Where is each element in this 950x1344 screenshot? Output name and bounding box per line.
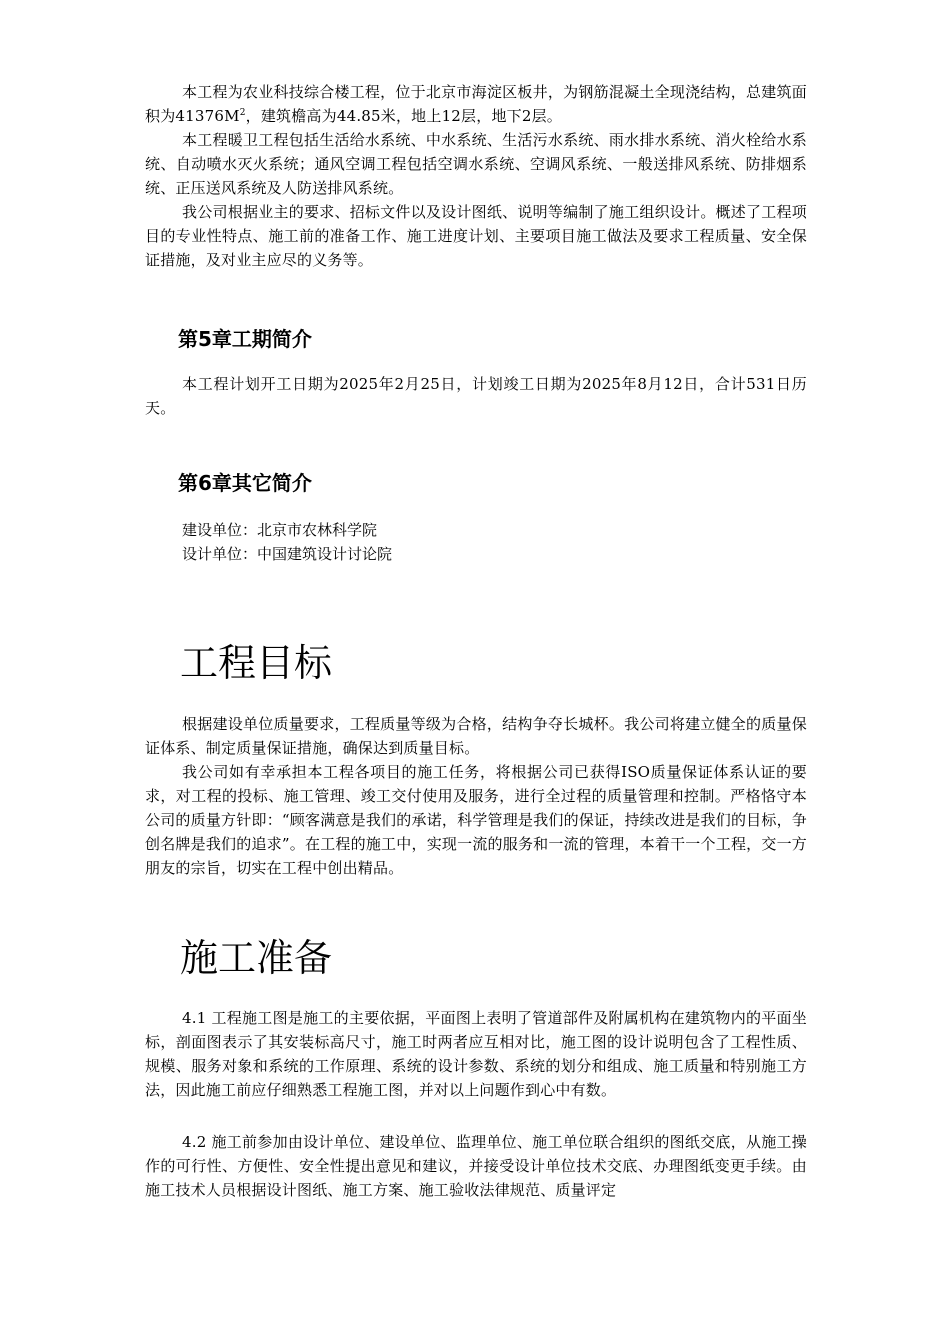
goals-heading: 工程目标: [180, 641, 333, 685]
overview-text-a: 本工程为农业科技综合楼工程，位于北京市海淀区板井，为钢筋混凝土全现浇结构，总建筑面积为41376M: [145, 83, 807, 125]
designer-line: 设计单位：中国建筑设计讨论院: [182, 545, 393, 563]
chapter-6-heading: 第6章其它简介: [178, 471, 312, 495]
overview-paragraph-2: 本工程暖卫工程包括生活给水系统、中水系统、生活污水系统、雨水排水系统、消火栓给水系统、自动喷水灭火系统；通风空调工程包括空调水系统、空调风系统、一般送排风系统、防排烟系统、正压送风系统及人防送排风系统。: [145, 131, 807, 197]
overview-paragraph-3: 我公司根据业主的要求、招标文件以及设计图纸、说明等编制了施工组织设计。概述了工程项目的专业性特点、施工前的准备工作、施工进度计划、主要项目施工做法及要求工程质量、安全保证措施，及对业主应尽的义务等。: [145, 203, 807, 269]
chapter-5-heading: 第5章工期简介: [178, 327, 312, 351]
preparation-paragraph-2: 4.2 施工前参加由设计单位、建设单位、监理单位、施工单位联合组织的图纸交底，从施工操作的可行性、方便性、安全性提出意见和建议，并接受设计单位技术交底、办理图纸变更手续。由施工技术人员根据设计图纸、施工方案、施工验收法律规范、质量评定: [145, 1133, 807, 1199]
goals-paragraph-2: 我公司如有幸承担本工程各项目的施工任务，将根据公司已获得ISO质量保证体系认证的要求，对工程的投标、施工管理、竣工交付使用及服务，进行全过程的质量管理和控制。严格恪守本公司的质量方针即：“顾客满意是我们的承诺，科学管理是我们的保证，持续改进是我们的目标，争创名牌是我们的追求”。在工程的施工中，实现一流的服务和一流的管理，本着干一个工程，交一方朋友的宗旨，切实在工程中创出精品。: [145, 763, 807, 877]
schedule-paragraph: 本工程计划开工日期为2025年2月25日，计划竣工日期为2025年8月12日，合计531日历天。: [145, 375, 807, 417]
preparation-heading: 施工准备: [180, 936, 333, 980]
builder-line: 建设单位：北京市农林科学院: [182, 521, 378, 539]
goals-paragraph-1: 根据建设单位质量要求，工程质量等级为合格，结构争夺长城杯。我公司将建立健全的质量保证体系、制定质量保证措施，确保达到质量目标。: [145, 715, 807, 757]
overview-text-b: ，建筑檐高为44.85米，地上12层，地下2层。: [245, 107, 562, 125]
area-unit-superscript: 2: [239, 108, 246, 118]
preparation-paragraph-1: 4.1 工程施工图是施工的主要依据，平面图上表明了管道部件及附属机构在建筑物内的平面坐标，剖面图表示了其安装标高尺寸，施工时两者应互相对比，施工图的设计说明包含了工程性质、规模、服务对象和系统的工作原理、系统的设计参数、系统的划分和组成、施工质量和特别施工方法，因此施工前应仔细熟悉工程施工图，并对以上问题作到心中有数。: [145, 1009, 807, 1099]
overview-paragraph-1: [145, 80, 807, 128]
